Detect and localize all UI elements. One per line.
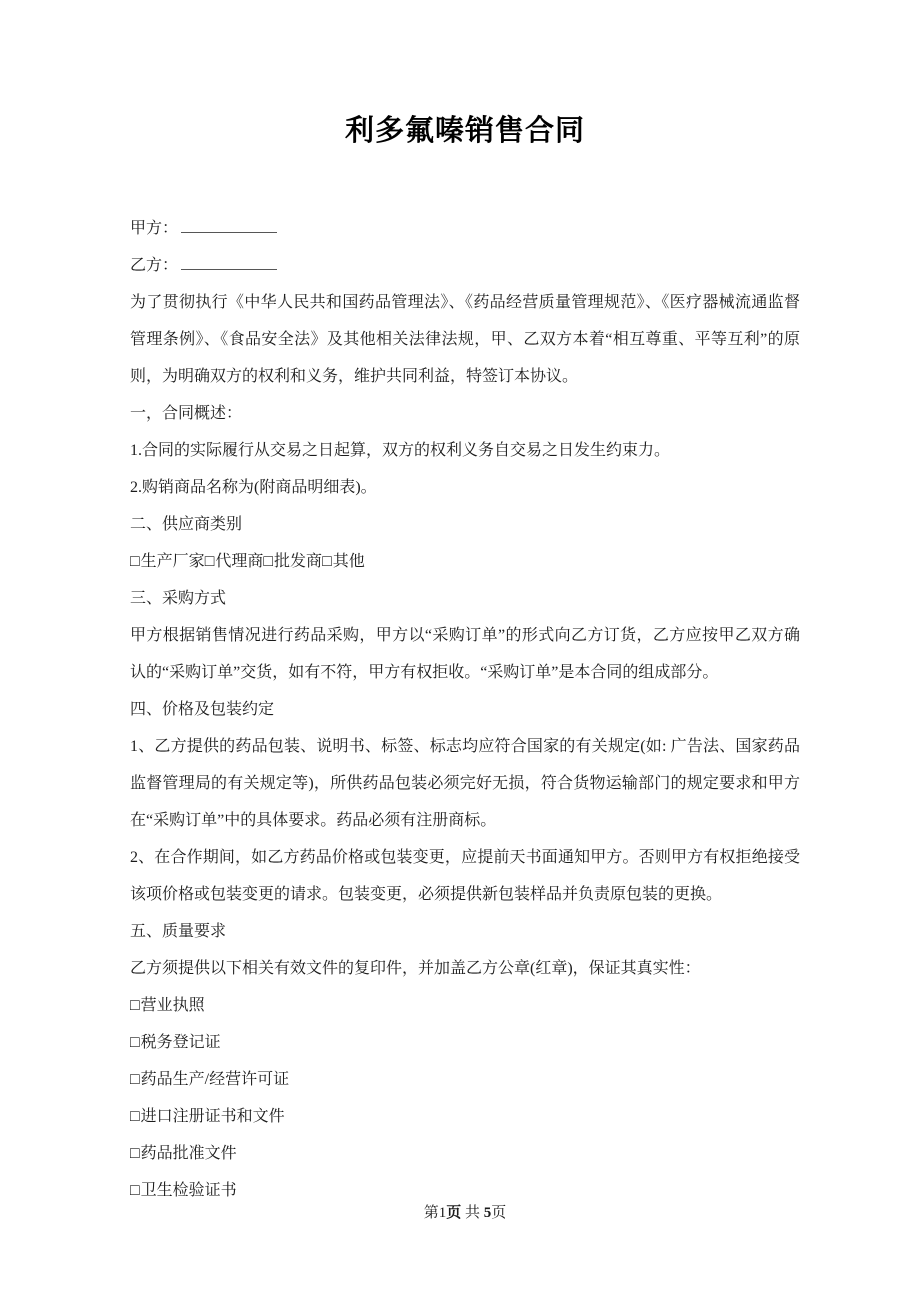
quality-doc-label: 药品生产/经营许可证: [140, 1071, 290, 1088]
section-5-intro: 乙方须提供以下相关有效文件的复印件，并加盖乙方公章(红章)，保证其真实性：: [130, 960, 701, 977]
footer-text-segment: 页: [446, 1205, 462, 1221]
checkbox-icon: □: [130, 1071, 140, 1088]
party-a-label: 甲方：: [130, 220, 179, 237]
section-5-heading: 五、质量要求: [130, 923, 227, 940]
section-1-item-1: 1.合同的实际履行从交易之日起算，双方的权利义务自交易之日发生约束力。: [130, 442, 671, 459]
checkbox-icon: □: [130, 1145, 140, 1162]
quality-doc-item: [130, 1061, 800, 1098]
supplier-option: [130, 553, 205, 570]
section-3-body: 甲方根据销售情况进行药品采购，甲方以“采购订单”的形式向乙方订货，乙方应按甲乙双方确认的“采购订单”交货，如有不符，甲方有权拒收。“采购订单”是本合同的组成部分。: [130, 627, 800, 681]
footer-text-segment: 第: [423, 1205, 439, 1221]
checkbox-icon: □: [130, 553, 140, 570]
document-title: 利多氟嗪销售合同: [344, 115, 585, 147]
footer-text-segment: 页: [491, 1205, 507, 1221]
section-4-item-2: 2、在合作期间，如乙方药品价格或包装变更，应提前天书面通知甲方。否则甲方有权拒绝接受该项价格或包装变更的请求。包装变更，必须提供新包装样品并负责原包装的更换。: [130, 849, 800, 903]
supplier-option: [322, 553, 365, 570]
quality-doc-label: 卫生检验证书: [140, 1182, 237, 1199]
checkbox-icon: □: [204, 553, 215, 570]
checkbox-icon: □: [130, 1034, 140, 1051]
section-4-item-1: 1、乙方提供的药品包装、说明书、标签、标志均应符合国家的有关规定(如: 广告法、国家药品监督管理局的有关规定等)，所供药品包装必须完好无损，符合货物运输部门的规定要求和甲方在“采购订单”中的具体要求。药品必须有注册商标。: [130, 738, 800, 829]
supplier-option-label: 生产厂家: [140, 553, 205, 570]
quality-doc-item: [130, 1098, 800, 1135]
footer-text-segment: 共: [461, 1205, 484, 1221]
checkbox-icon: □: [263, 553, 274, 570]
party-a-line: [130, 210, 800, 247]
quality-doc-label: 进口注册证书和文件: [140, 1108, 285, 1125]
party-b-blank: [181, 252, 277, 270]
section-3-heading: 三、采购方式: [130, 590, 227, 607]
section-1-heading: 一，合同概述：: [130, 405, 243, 422]
page-footer: [130, 1201, 800, 1225]
quality-doc-item: [130, 1024, 800, 1061]
quality-doc-item: [130, 987, 800, 1024]
document-body: [130, 210, 800, 1209]
section-1-item-2: 2.购销商品名称为(附商品明细表)。: [130, 479, 377, 496]
checkbox-icon: □: [130, 1108, 140, 1125]
footer-total-pages: 5: [483, 1205, 492, 1221]
party-b-line: [130, 247, 800, 284]
party-a-blank: [181, 215, 277, 233]
quality-doc-label: 药品批准文件: [140, 1145, 237, 1162]
footer-page-number: 1: [438, 1205, 447, 1221]
quality-doc-label: 税务登记证: [140, 1034, 221, 1051]
supplier-options-line: [130, 543, 800, 580]
supplier-option-label: 批发商: [274, 553, 323, 570]
supplier-option-label: 其他: [332, 553, 365, 570]
checkbox-icon: □: [322, 553, 332, 570]
section-2-heading: 二、供应商类别: [130, 516, 243, 533]
preamble-paragraph: 为了贯彻执行《中华人民共和国药品管理法》、《药品经营质量管理规范》、《医疗器械流通监督管理条例》、《食品安全法》及其他相关法律法规，甲、乙双方本着“相互尊重、平等互利”的原则，为明确双方的权利和义务，维护共同利益，特签订本协议。: [130, 294, 800, 385]
checkbox-icon: □: [130, 997, 140, 1014]
supplier-option: [205, 553, 264, 570]
supplier-option: [263, 553, 322, 570]
party-b-label: 乙方：: [130, 257, 179, 274]
section-4-heading: 四、价格及包装约定: [130, 701, 275, 718]
quality-doc-label: 营业执照: [140, 997, 205, 1014]
supplier-option-label: 代理商: [215, 553, 264, 570]
quality-doc-item: [130, 1135, 800, 1172]
checkbox-icon: □: [130, 1182, 140, 1199]
